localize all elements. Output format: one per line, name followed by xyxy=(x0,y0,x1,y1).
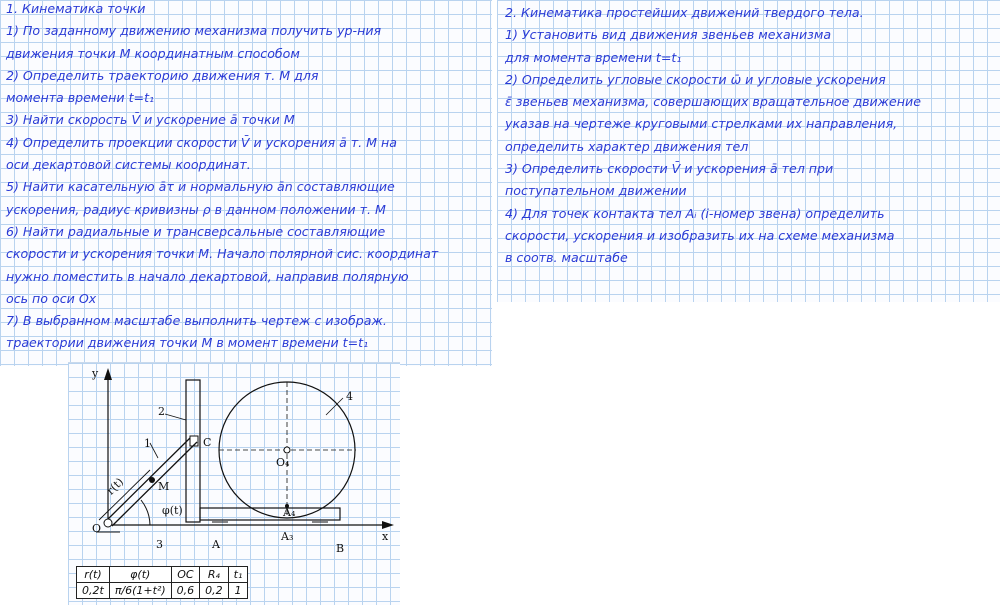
table-header-cell: r(t) xyxy=(77,567,110,583)
left-note-line: траектории движения точки М в момент времени t=t₁ xyxy=(6,335,369,351)
right-note-line: 1) Установить вид движения звеньев механизма xyxy=(505,27,832,43)
left-note-line: момента времени t=t₁ xyxy=(6,90,155,106)
point-o4-label: O₄ xyxy=(276,456,290,469)
leader-1 xyxy=(150,443,158,458)
table-header-cell: R₄ xyxy=(200,567,229,583)
point-a-label: A xyxy=(212,538,220,551)
link2-label: 2 xyxy=(158,405,165,418)
table-header-cell: OC xyxy=(171,567,200,583)
right-note-line: 2. Кинематика простейших движений твердого тела. xyxy=(505,5,864,20)
origin-label: O xyxy=(92,522,102,535)
link4-label: 4 xyxy=(346,390,353,403)
axis-x-label: x xyxy=(382,530,389,543)
left-note-line: движения точки М координатным способом xyxy=(6,45,300,61)
parameters-table xyxy=(76,566,248,599)
right-note-line: для момента времени t=t₁ xyxy=(505,49,682,65)
left-note-line: 1. Кинематика точки xyxy=(6,1,146,16)
left-note-line: скорости и ускорения точки М. Начало полярной сис. координат xyxy=(6,246,439,262)
table-cell: 0,2 xyxy=(200,583,229,599)
r-label: r(t) xyxy=(104,475,127,498)
x-axis-arrow-icon xyxy=(382,521,394,529)
angle-arc xyxy=(141,500,150,525)
right-note-line: в соотв. масштабе xyxy=(505,250,628,266)
left-note-line: нужно поместить в начало декартовой, направив полярную xyxy=(6,268,409,284)
table-header-cell: t₁ xyxy=(228,567,248,583)
left-note-line: оси декартовой системы координат. xyxy=(6,157,251,173)
right-note-line: 2) Определить угловые скорости ω̄ и угловые ускорения xyxy=(505,71,886,87)
right-note-line: ε̄ звеньев механизма, совершающих вращательное движение xyxy=(505,94,921,110)
leader-2 xyxy=(165,414,186,420)
table-cell: π/6(1+t²) xyxy=(109,583,171,599)
left-note-line: 3) Найти скорость V̄ и ускорение ā точки М xyxy=(6,112,295,128)
phi-label: φ(t) xyxy=(162,504,183,517)
table-row xyxy=(77,583,248,599)
y-axis-arrow-icon xyxy=(104,368,112,380)
left-note-line: ось по оси Ох xyxy=(6,290,97,306)
point-a3-label: A₃ xyxy=(281,530,294,543)
table-cell: 0,6 xyxy=(171,583,200,599)
right-note-line: поступательном движении xyxy=(505,183,687,199)
left-note-line: 5) Найти касательную āτ и нормальную ān составляющие xyxy=(6,179,395,195)
point-b-label: B xyxy=(336,542,345,555)
right-note-line: 3) Определить скорости V̄ и ускорения ā тел при xyxy=(505,161,834,177)
left-note-line: 1) По заданному движению механизма получить ур-ния xyxy=(6,23,382,39)
right-note-line: указав на чертеже круговыми стрелками их направления, xyxy=(505,116,898,132)
link1-label: 1 xyxy=(144,437,151,450)
pivot-o4 xyxy=(284,447,290,453)
point-a4-label: A₄ xyxy=(283,506,296,519)
right-note-line: определить характер движения тел xyxy=(505,138,749,154)
left-note-line: 4) Определить проекции скорости V̄ и ускорения ā т. М на xyxy=(6,134,398,150)
left-note-line: 7) В выбранном масштабе выполнить чертеж с изображ. xyxy=(6,313,387,329)
link3-label: 3 xyxy=(156,538,163,551)
table-header-row xyxy=(77,567,248,583)
r-dimension-line xyxy=(99,470,150,520)
point-m-label: M xyxy=(158,480,170,493)
point-m xyxy=(149,477,155,483)
axis-y-label: y xyxy=(92,367,99,380)
right-note-line: скорости, ускорения и изобразить их на схеме механизма xyxy=(505,227,895,243)
table-header-cell: φ(t) xyxy=(109,567,171,583)
pivot-o xyxy=(104,519,112,527)
right-note-line: 4) Для точек контакта тел Aᵢ (i-номер звена) определить xyxy=(505,205,885,221)
left-note-line: 6) Найти радиальные и трансверсальные составляющие xyxy=(6,223,386,239)
point-c-label: C xyxy=(203,436,212,449)
table-cell: 1 xyxy=(228,583,248,599)
table-cell: 0,2t xyxy=(77,583,110,599)
left-note-line: ускорения, радиус кривизны ρ в данном положении т. М xyxy=(6,201,386,217)
left-note-line: 2) Определить траекторию движения т. М для xyxy=(6,67,319,83)
